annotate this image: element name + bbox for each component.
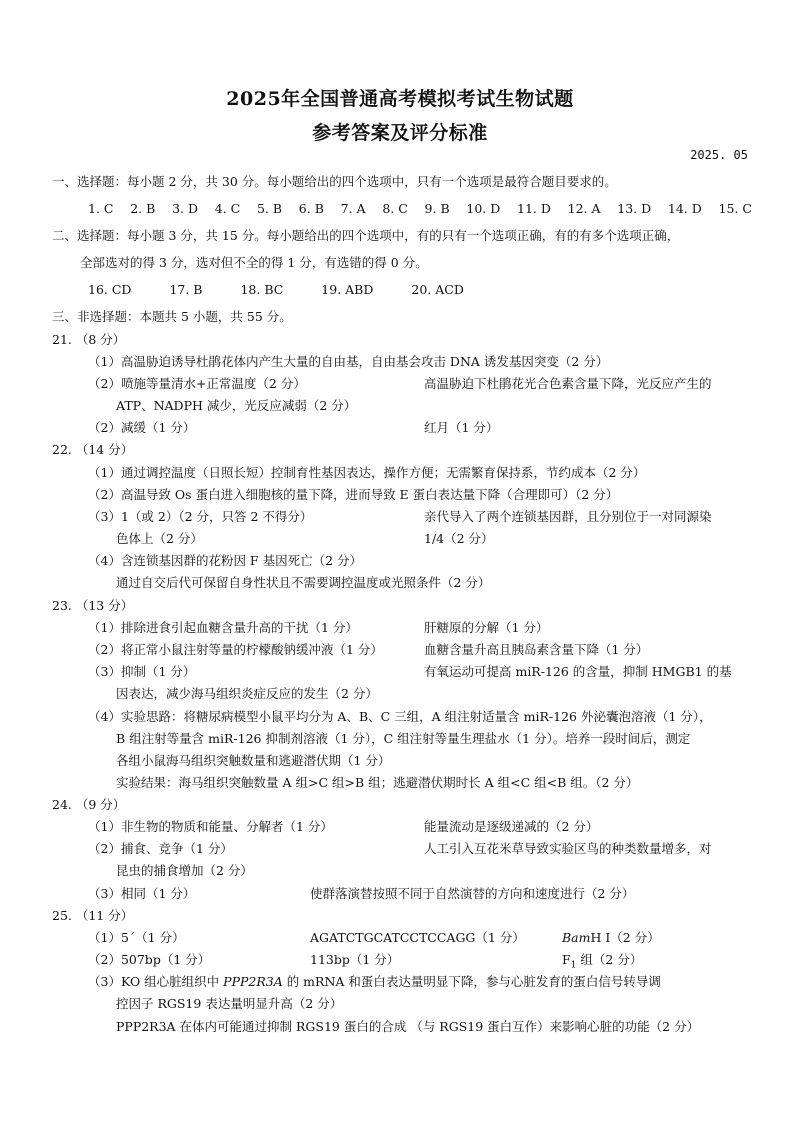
q24-part2-a: （2）捕食、竞争（1 分） xyxy=(88,841,233,856)
q24-part1-a: （1）非生物的物质和能量、分解者（1 分） xyxy=(88,819,333,834)
answer-2: 2. B xyxy=(130,201,156,216)
section1-heading: 一、选择题：每小题 2 分，共 30 分。每小题给出的四个选项中，只有一个选项是最符合题目要求的。 xyxy=(52,174,617,189)
q25-part3-a xyxy=(88,974,661,990)
q21-part2-c: ATP、NADPH 减少，光反应减弱（2 分） xyxy=(116,398,357,413)
gene-name-italic: PPP2R3A xyxy=(223,974,283,989)
q22-part3-b: 亲代导入了两个连锁基因群，且分别位于一对同源染 xyxy=(424,509,712,524)
answer-9: 9. B xyxy=(424,201,450,216)
q22-part3-d: 1/4（2 分） xyxy=(424,531,494,546)
q23-part2-b: 血糖含量升高且胰岛素含量下降（1 分） xyxy=(424,642,649,657)
document-subtitle: 参考答案及评分标准 xyxy=(312,122,488,144)
answer-15: 15. C xyxy=(718,201,752,216)
answer-13: 13. D xyxy=(617,201,652,216)
section1-answers xyxy=(88,201,752,217)
answer-11: 11. D xyxy=(517,201,551,216)
answer-17: 17. B xyxy=(169,282,203,297)
q23-part3-b: 有氧运动可提高 miR-126 的含量，抑制 HMGB1 的基 xyxy=(424,664,732,679)
q24-label: 24. （9 分） xyxy=(52,797,126,812)
q22-part4-b: 通过自交后代可保留自身性状且不需要调控温度或光照条件（2 分） xyxy=(116,575,491,590)
section2-heading-line2: 全部选对的得 3 分，选对但不全的得 1 分，有选错的得 0 分。 xyxy=(80,255,428,270)
answer-19: 19. ABD xyxy=(321,282,374,297)
q23-part4-c: 各组小鼠海马组织突触数量和逃避潜伏期（1 分） xyxy=(116,753,391,768)
q23-part4-d: 实验结果：海马组织突触数量 A 组>C 组>B 组；逃避潜伏期时长 A 组<C 组<B 组。（2 分） xyxy=(116,775,639,790)
q22-part1: （1）通过调控温度（日照长短）控制育性基因表达，操作方便；无需繁育保持系，节约成本（2 分） xyxy=(88,465,646,480)
q21-part3-b: 红月（1 分） xyxy=(424,420,499,435)
answer-1: 1. C xyxy=(88,201,114,216)
q25-part2-b: 113bp（1 分） xyxy=(310,952,400,967)
answer-6: 6. B xyxy=(298,201,324,216)
q22-part3-a: （3）1（或 2）（2 分，只答 2 不得分） xyxy=(88,509,313,524)
enzyme-name-italic: Bam xyxy=(562,930,591,945)
q25-label: 25. （11 分） xyxy=(52,908,134,923)
q25-part3-b: 控因子 RGS19 表达量明显升高（2 分） xyxy=(116,996,343,1011)
document-title: 2025年全国普通高考模拟考试生物试题 xyxy=(226,88,574,110)
q22-part2: （2）高温导致 Os 蛋白进入细胞核的量下降，进而导致 E 蛋白表达量下降（合理即可）（2 分） xyxy=(88,487,619,502)
q25-part2-c xyxy=(562,952,642,974)
answer-10: 10. D xyxy=(466,201,501,216)
q23-part1-a: （1）排除进食引起血糖含量升高的干扰（1 分） xyxy=(88,620,358,635)
q25-part1-b: AGATCTGCATCCTCCAGG（1 分） xyxy=(310,930,525,945)
q23-label: 23. （13 分） xyxy=(52,598,134,613)
q25-part3-c: PPP2R3A 在体内可能通过抑制 RGS19 蛋白的合成 （与 RGS19 蛋白互作）来影响心脏的功能（2 分） xyxy=(116,1019,700,1034)
q25-part2-a: （2）507bp（1 分） xyxy=(88,952,211,967)
q22-label: 22. （14 分） xyxy=(52,442,134,457)
answer-4: 4. C xyxy=(214,201,241,216)
q25-part1-c xyxy=(562,930,660,946)
q24-part3-b: 使群落演替按照不同于自然演替的方向和速度进行（2 分） xyxy=(310,886,635,901)
generation-rest: 组（2 分） xyxy=(576,952,643,967)
answer-7: 7. A xyxy=(340,201,366,216)
q25-part3-a-post: 的 mRNA 和蛋白表达量明显下降，参与心脏发育的蛋白信号转导调 xyxy=(282,974,661,989)
q23-part2-a: （2）将正常小鼠注射等量的柠檬酸钠缓冲液（1 分） xyxy=(88,642,383,657)
q24-part2-b: 人工引入互花米草导致实验区鸟的种类数量增多，对 xyxy=(424,841,712,856)
q21-part3-a: （2）减缓（1 分） xyxy=(88,420,196,435)
q23-part4-a: （4）实验思路：将糖尿病模型小鼠平均分为 A、B、C 三组，A 组注射适量含 miR-126 外泌囊泡溶液（1 分）， xyxy=(88,709,712,724)
q24-part1-b: 能量流动是逐级递减的（2 分） xyxy=(424,819,599,834)
section2-answers xyxy=(88,282,498,298)
q23-part1-b: 肝糖原的分解（1 分） xyxy=(424,620,549,635)
q24-part2-c: 昆虫的捕食增加（2 分） xyxy=(116,863,253,878)
q21-part1: （1）高温胁迫诱导杜鹃花体内产生大量的自由基，自由基会攻击 DNA 诱发基因突变（2 分） xyxy=(88,354,609,369)
q24-part3-a: （3）相同（1 分） xyxy=(88,886,196,901)
generation-subscript: 1 xyxy=(570,960,577,971)
q22-part3-c: 色体上（2 分） xyxy=(116,531,203,546)
q23-part4-b: B 组注射等量含 miR-126 抑制剂溶液（1 分），C 组注射等量生理盐水（1 分）。培养一段时间后，测定 xyxy=(116,731,691,746)
q23-part3-a: （3）抑制（1 分） xyxy=(88,664,196,679)
answer-5: 5. B xyxy=(256,201,283,216)
q25-part3-a-pre: （3）KO 组心脏组织中 xyxy=(88,974,224,989)
answer-18: 18. BC xyxy=(240,282,284,297)
answer-20: 20. ACD xyxy=(411,282,464,297)
document-date: 2025. 05 xyxy=(690,148,748,162)
answer-3: 3. D xyxy=(172,201,198,216)
answer-14: 14. D xyxy=(667,201,702,216)
q21-part2-a: （2）喷施等量清水+正常温度（2 分） xyxy=(88,376,306,391)
answer-8: 8. C xyxy=(382,201,408,216)
q22-part4: （4）含连锁基因群的花粉因 F 基因死亡（2 分） xyxy=(88,553,362,568)
enzyme-name-rest: H Ⅰ（2 分） xyxy=(590,930,660,945)
generation-label: F xyxy=(562,952,571,967)
answer-12: 12. A xyxy=(567,201,601,216)
section3-heading: 三、非选择题：本题共 5 小题，共 55 分。 xyxy=(52,309,292,324)
q21-part2-b: 高温胁迫下杜鹃花光合色素含量下降，光反应产生的 xyxy=(424,376,712,391)
answer-16: 16. CD xyxy=(88,282,132,297)
q23-part3-c: 因表达，减少海马组织炎症反应的发生（2 分） xyxy=(116,686,378,701)
q21-label: 21. （8 分） xyxy=(52,332,126,347)
q25-part1-a: （1）5´（1 分） xyxy=(88,930,185,945)
section2-heading-line1: 二、选择题：每小题 3 分，共 15 分。每小题给出的四个选项中，有的只有一个选项正确，有的有多个选项正确， xyxy=(52,228,680,243)
